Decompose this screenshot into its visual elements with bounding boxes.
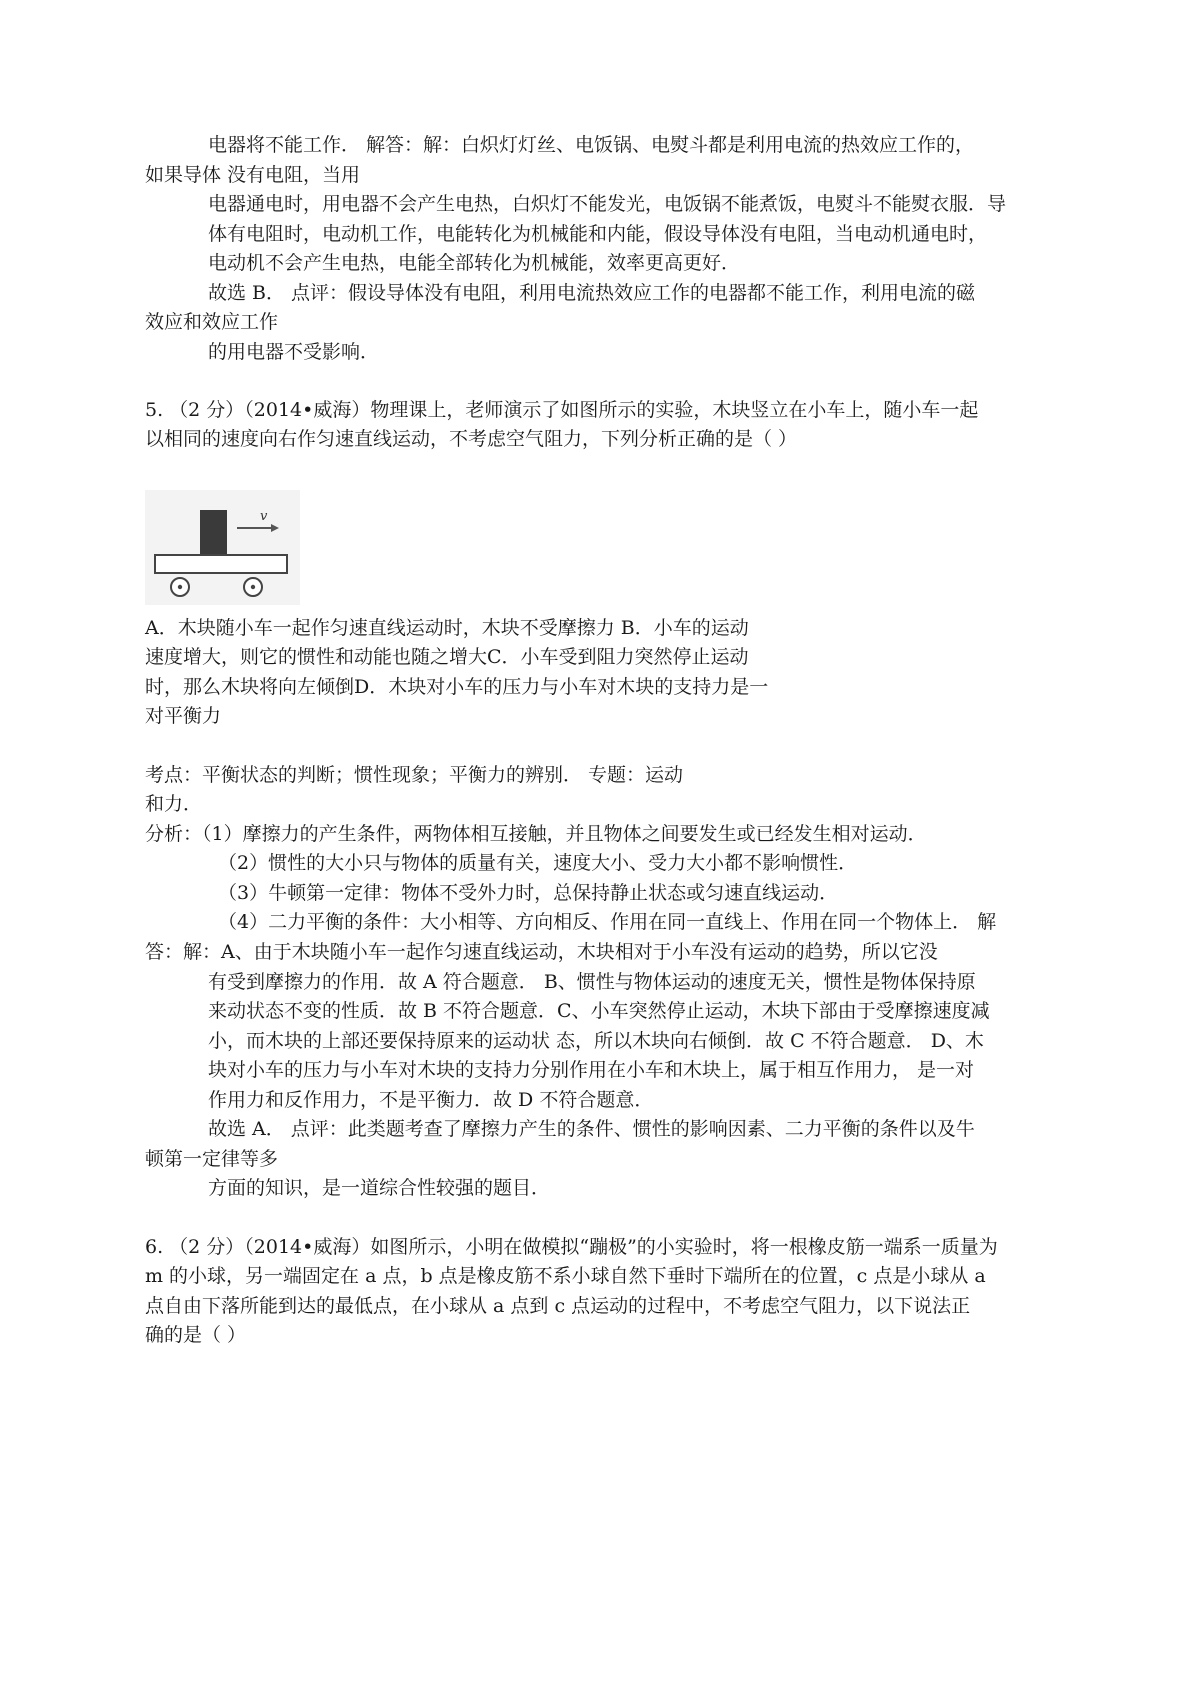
answer-text-line: 小，而木块的上部还要保持原来的运动状 态，所以木块向右倾倒．故 C 不符合题意． D、木: [208, 1030, 984, 1052]
question-5-stem: 以相同的速度向右作匀速直线运动，不考虑空气阻力，下列分析正确的是（ ）: [145, 428, 798, 450]
answer-text-line: 作用力和反作用力，不是平衡力．故 D 不符合题意．: [208, 1089, 654, 1111]
question-5-options: 对平衡力: [145, 705, 222, 727]
answer-text-line: 电动机不会产生电热，电能全部转化为机械能，效率更高更好．: [208, 252, 741, 274]
wooden-block: [200, 510, 227, 555]
question-6-stem: 6. （2 分）（2014•威海）如图所示，小明在做模拟“蹦极”的小实验时，将一根橡皮筋一端系一质量为: [145, 1236, 998, 1258]
answer-text-line: 的用电器不受影响．: [208, 341, 380, 363]
answer-text-line: 电器通电时，用电器不会产生电热，白炽灯不能发光，电饭锅不能煮饭，电熨斗不能熨衣服．导: [208, 193, 1007, 215]
analysis-line: （2）惯性的大小只与物体的质量有关，速度大小、受力大小都不影响惯性．: [218, 852, 858, 874]
answer-text-line: 答：解：A、由于木块随小车一起作匀速直线运动，木块相对于小车没有运动的趋势，所以它没: [145, 941, 938, 963]
velocity-label: v: [260, 509, 268, 524]
cart-body: [155, 555, 287, 573]
analysis-line: （4）二力平衡的条件：大小相等、方向相反、作用在同一直线上、作用在同一个物体上． 解: [218, 911, 997, 933]
question-5-stem: 5. （2 分）（2014•威海）物理课上，老师演示了如图所示的实验，木块竖立在小车上，随小车一起: [145, 399, 979, 421]
question-6-stem: 确的是（ ）: [145, 1324, 247, 1346]
question-6-stem: m 的小球，另一端固定在 a 点，b 点是橡皮筋不系小球自然下垂时下端所在的位置，c 点是小球从 a: [145, 1265, 986, 1287]
knowledge-point: 考点：平衡状态的判断；惯性现象；平衡力的辨别． 专题：运动: [145, 764, 684, 786]
answer-text-line: 电器将不能工作． 解答：解：白炽灯灯丝、电饭锅、电熨斗都是利用电流的热效应工作的，: [208, 134, 975, 156]
analysis-line: 分析：（1）摩擦力的产生条件，两物体相互接触，并且物体之间要发生或已经发生相对运动．: [145, 823, 927, 845]
question-5-options: 速度增大，则它的惯性和动能也随之增大C．小车受到阻力突然停止运动: [145, 646, 749, 668]
knowledge-point: 和力．: [145, 793, 203, 815]
cart-block-figure: [145, 490, 300, 605]
answer-text-line: 块对小车的压力与小车对木块的支持力分别作用在小车和木块上，属于相互作用力， 是一对: [208, 1059, 975, 1081]
question-5-options: A．木块随小车一起作匀速直线运动时，木块不受摩擦力 B．小车的运动: [145, 617, 749, 639]
analysis-line: （3）牛顿第一定律：物体不受外力时，总保持静止状态或匀速直线运动．: [218, 882, 839, 904]
answer-text-line: 来动状态不变的性质．故 B 不符合题意．C、小车突然停止运动，木块下部由于受摩擦速度减: [208, 1000, 990, 1022]
answer-text-line: 方面的知识，是一道综合性较强的题目．: [208, 1177, 551, 1199]
answer-text-line: 体有电阻时，电动机工作，电能转化为机械能和内能，假设导体没有电阻，当电动机通电时，: [208, 223, 988, 245]
question-6-stem: 点自由下落所能到达的最低点，在小球从 a 点到 c 点运动的过程中，不考虑空气阻力，以下说法正: [145, 1295, 971, 1317]
answer-text-line: 故选 B． 点评：假设导体没有电阻，利用电流热效应工作的电器都不能工作，利用电流的磁: [208, 282, 976, 304]
answer-text-line: 如果导体 没有电阻，当用: [145, 164, 361, 186]
question-5-options: 时，那么木块将向左倾倒D．木块对小车的压力与小车对木块的支持力是一: [145, 676, 769, 698]
answer-text-line: 效应和效应工作: [145, 311, 279, 333]
answer-text-line: 有受到摩擦力的作用．故 A 符合题意． B、惯性与物体运动的速度无关，惯性是物体保持原: [208, 971, 976, 993]
answer-text-line: 顿第一定律等多: [145, 1148, 279, 1170]
answer-text-line: 故选 A． 点评：此类题考查了摩擦力产生的条件、惯性的影响因素、二力平衡的条件以及牛: [208, 1118, 975, 1140]
